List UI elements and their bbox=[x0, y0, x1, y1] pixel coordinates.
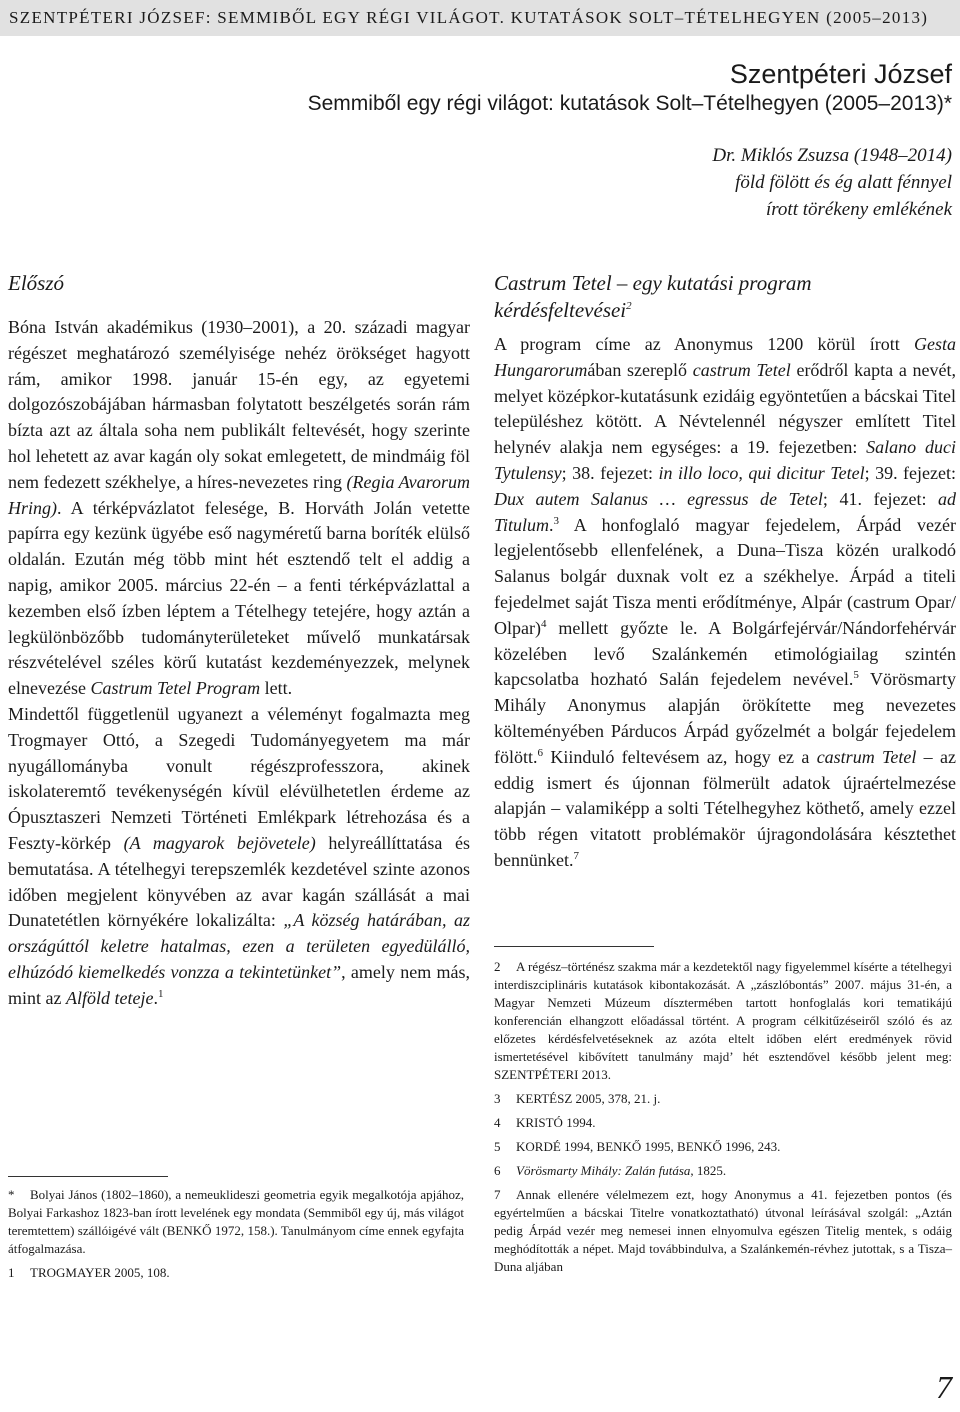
footnote-1: 1 TROGMAYER 2005, 108. bbox=[8, 1265, 170, 1280]
footnote-2: 2 A régész–történész szakma már a kezdetektől nagy figyelemmel kísérte a tételhegyi interdiszciplináris kutatások kibontakozását. A „zászlóbontás” 2007. május 31-én, a Magyar Nemzeti Múzeum dísztermében tartott honfoglalás kori tematikájú konferencián elhangzott előadással történt. A program célkitűzéseiről szóló és az előzetes kérdésfelvetéseknek az azóta eltelt időben elért eredmények rövid ismertetésével kibővített tanulmány majd’ hét esztendővel később jelent meg: SZENTPÉTERI 2013. bbox=[494, 959, 952, 1082]
footnote-6: 6 Vörösmarty Mihály: Zalán futása, 1825. bbox=[494, 1163, 727, 1178]
footnote-ref[interactable]: 6 bbox=[537, 746, 543, 759]
footnote-star: * Bolyai János (1802–1860), a nemeuklideszi geometria egyik megalkotója apjához, Bolyai Farkashoz 1823-ban írott levelének egy mondata (Semmiből egy új, más világot teremtettem) szállóigévé vált (BENKŐ 1972, 158.). Tanulmányom címe ennek egyfajta átfogalmazása. bbox=[8, 1187, 464, 1256]
footnotes-right bbox=[494, 958, 952, 1282]
author-name: Szentpéteri József bbox=[729, 59, 952, 89]
title-block bbox=[308, 58, 952, 118]
footnotes-left bbox=[8, 1186, 464, 1288]
section-heading-foreword: Előszó bbox=[8, 271, 65, 295]
page-number: 7 bbox=[936, 1369, 952, 1405]
footnote-ref[interactable]: 7 bbox=[573, 849, 579, 862]
footnote-5: 5 KORDÉ 1994, BENKŐ 1995, BENKŐ 1996, 243. bbox=[494, 1139, 781, 1154]
foreword-text bbox=[8, 315, 470, 1012]
footnote-ref[interactable]: 4 bbox=[540, 617, 547, 630]
paragraph: A program címe az Anonymus 1200 körül írott Gesta Hungarorumában szereplő castrum Tetel erődről kapta a nevét, melyet középkor-kutatásunk ezidáig egyöntetűen a bácskai Titel településhez kötött. A Névtelennél négyszer említett Titel helynév alakja nem egységes: a 19. fejezetben: Salano duci Tytulensy; 38. fejezet: in illo loco, qui dicitur Tetel; 39. fejezet: Dux autem Salanus … egressus de Tetel; 41. fejezet: ad Titulum.$^3$ A honfoglaló magyar fejedelem, Árpád vezér legjelentősebb ellenfelének, a Duna–Tisza közén uralkodó Salanus bolgár duxnak volt ez a székhelye. Árpád a titeli fejedelmet saját Tisza menti erődítménye, Alpár (castrum Opar/ Olpar)$^4$ mellett győzte le. A Bolgárfejérvár/Nándorfehérvár közelében levő Szalánkemén etimológiailag szintén kapcsolatba hozható Salán fejedelem nevével.$^5$ Vörösmarty Mihály Anonymus alapján örökítette meg nevezetes költeményében Párducos Árpád győzelmét a bolgár fejedelem fölött.$^6$ Kiinduló feltevésem az, hogy ez a castrum Tetel – az eddig ismert és újonnan fölmerült adatok újraértelmezése alapján – valamiképp a solti Tételhegyhez köthető, amely ezzel több régen vitatott problémakör újragondolására késztethet bennünket.$^7$ bbox=[494, 334, 956, 870]
dedication-line: írott törékeny emlékének bbox=[765, 199, 952, 220]
left-column bbox=[8, 270, 470, 1012]
section-heading-castrum-tetel: Castrum Tetel – egy kutatási program kérdésfeltevései$^2$ bbox=[494, 271, 812, 322]
footnote-ref[interactable]: 1 bbox=[157, 987, 164, 1000]
castrum-tetel-text bbox=[494, 332, 956, 874]
right-column bbox=[494, 270, 956, 874]
footnote-3: 3 KERTÉSZ 2005, 378, 21. j. bbox=[494, 1091, 661, 1106]
running-header bbox=[0, 0, 960, 36]
footnote-ref[interactable]: 3 bbox=[553, 514, 560, 527]
footnote-rule bbox=[8, 1176, 168, 1177]
dedication-line: Dr. Miklós Zsuzsa (1948–2014) bbox=[712, 145, 952, 166]
dedication bbox=[712, 142, 952, 223]
footnote-ref[interactable]: 2 bbox=[626, 300, 632, 312]
running-title: SZENTPÉTERI JÓZSEF: SEMMIBŐL EGY RÉGI VILÁGOT. KUTATÁSOK SOLT–TÉTELHEGYEN (2005–2013) bbox=[9, 8, 929, 27]
footnote-7: 7 Annak ellenére vélelmezem ezt, hogy Anonymus a 41. fejezetben pontos (és egyértelműen a bácskai Titelre vonatkoztatható) útvonal leírásával szolgál: „Aztán pedig Árpád vezér meg nemesei innen elnyomulva egészen Titelig mentek, s odáig meghódították a népet. Majd továbbindulva, a Szalánkemén-révhez jutottak, s a Tisza–Duna aljában bbox=[494, 1187, 952, 1274]
paragraph: Mindettől függetlenül ugyanezt a véleményt fogalmazta meg Trogmayer Ottó, a Szegedi Tudományegyetem ma már nyugállományba vonult régészprofesszora, akinek iskolateremtő tevékenységén kívül elévülhetetlen érdeme az Ópusztaszeri Nemzeti Történeti Emlékpark létrehozása és a Feszty-körkép (A magyarok bejövetele) helyreállíttatása és bemutatása. A tételhegyi terepszemlék kezdetével szinte azonos időben megjelent könyvében az avar kagán szállását a mai Dunatetétlen környékére lokalizálta: „A község határában, az országúttól keletre hatalmas, ezen a területen egyedülálló, elhúzódó kiemelkedés vonzza a tekintetünket”, amely nem más, mint az Alföld teteje.$^1$ bbox=[8, 703, 471, 1008]
paragraph: Bóna István akadémikus (1930–2001), a 20. századi magyar régészet meghatározó személyisége nehéz örökséget hagyott rám, amikor 1998. január 15-én egy, az egyetemi dolgozószobájában hármasban folytatott beszélgetés során rám bízta azt az általa soha nem publikált feltevését, hogy szerinte hol lehetett az avar kagán oly sokat emlegetett, de mindmáig föl nem fedezett székhelye, a híres-nevezetes ring (Regia Avarorum Hring). A térképvázlatot felesége, B. Horváth Jolán vetette papírra egy kezünk ügyébe eső nagyméretű barna boríték elülső oldalán. Ezután még több mint hét esztendő telt el addig a napig, amikor 2005. március 22-én – a fenti térképvázlattal a kezemben első ízben léptem a Tételhegy tetejére, hogy aztán a legkülönbözőbb tudományterületeket művelő munkatársak részvételével széles körű kutatást kezdeményezzek, melynek elnevezése Castrum Tetel Program lett. bbox=[8, 317, 470, 699]
footnote-4: 4 KRISTÓ 1994. bbox=[494, 1115, 596, 1130]
article-title: Semmiből egy régi világot: kutatások Solt–Tételhegyen (2005–2013)* bbox=[307, 92, 952, 115]
dedication-line: föld fölött és ég alatt fénnyel bbox=[735, 172, 952, 193]
footnote-rule bbox=[494, 946, 654, 947]
footnote-ref[interactable]: 5 bbox=[853, 669, 859, 682]
